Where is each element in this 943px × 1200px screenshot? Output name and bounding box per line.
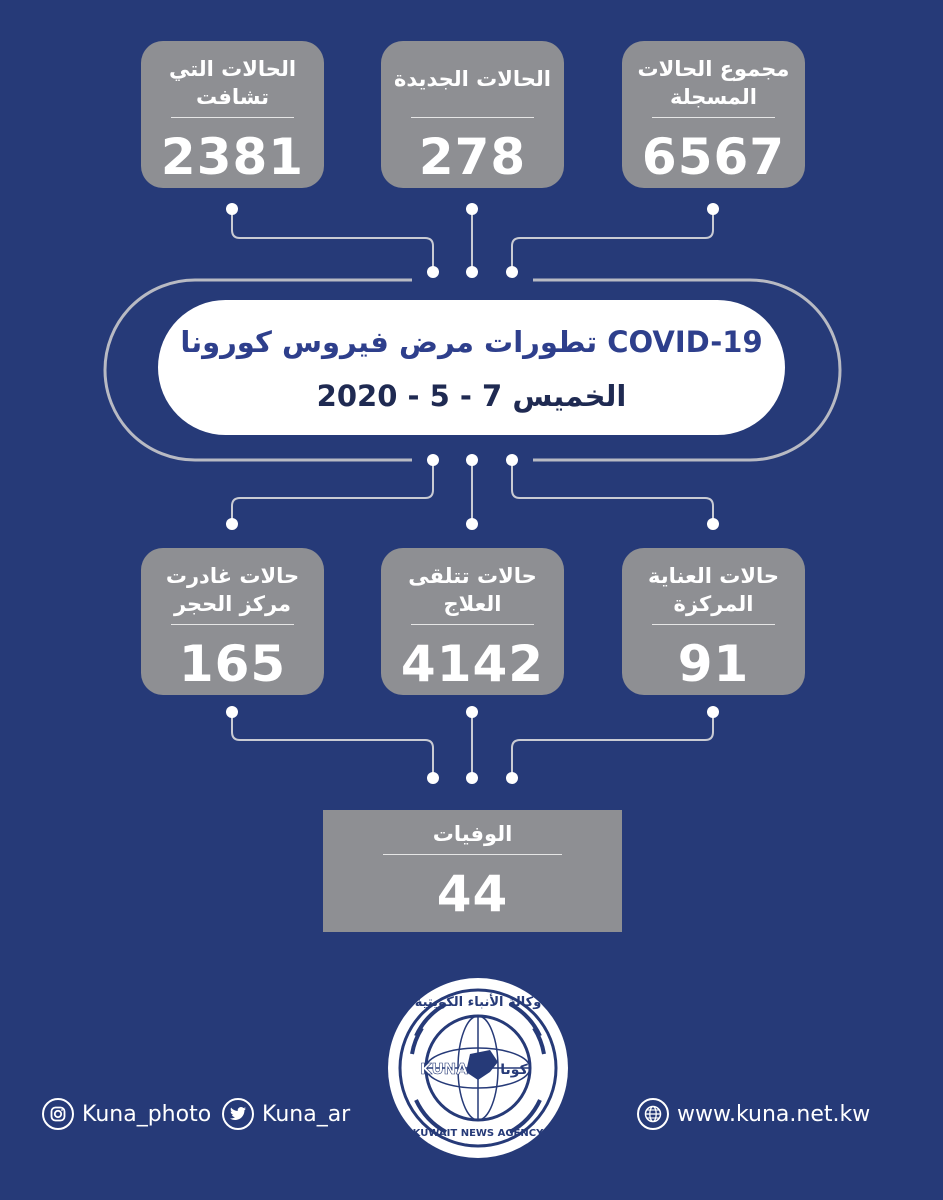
footer-twitter[interactable]: [222, 1097, 350, 1131]
stat-value: 44: [436, 865, 509, 923]
logo-agency-text: KUWAIT NEWS AGENCY: [412, 1128, 544, 1139]
stat-value: 278: [418, 128, 527, 186]
footer-website[interactable]: [637, 1097, 870, 1131]
stat-value: 165: [178, 635, 287, 693]
stat-card-icu: [622, 548, 805, 695]
kuna-logo: [386, 976, 570, 1160]
divider: [411, 624, 534, 625]
globe-icon: [637, 1098, 669, 1130]
instagram-icon: [42, 1098, 74, 1130]
website-url: www.kuna.net.kw: [677, 1101, 871, 1127]
divider: [171, 624, 294, 625]
stat-value: 91: [677, 635, 750, 693]
stat-label: الوفيات: [432, 822, 513, 846]
stat-card-under-treatment: [381, 548, 564, 695]
stat-label: الحالات التي تشافت: [168, 57, 297, 109]
footer-instagram[interactable]: [42, 1097, 211, 1131]
divider: [652, 624, 775, 625]
stat-value: 6567: [641, 128, 786, 186]
stat-card-total: [622, 41, 805, 188]
stat-label: الحالات الجديدة: [394, 67, 551, 91]
logo-kuna-text: KUNA: [420, 1060, 468, 1078]
stat-label: حالات غادرت مركز الحجر: [165, 564, 300, 616]
stat-card-recovered: [141, 41, 324, 188]
header-pill: [158, 300, 785, 435]
logo-kuna-arabic: كونا: [500, 1062, 528, 1078]
stat-value: 2381: [160, 128, 305, 186]
divider: [652, 117, 775, 118]
stat-card-deaths: [323, 810, 622, 932]
twitter-handle: Kuna_ar: [262, 1101, 351, 1127]
logo-ring-text: وكالة الأنباء الكويتية: [414, 995, 542, 1010]
divider: [383, 854, 562, 855]
stat-label: حالات العناية المركزة: [647, 564, 780, 616]
stat-label: مجموع الحالات المسجلة: [637, 57, 790, 109]
report-date: الخميس 7 - 5 - 2020: [316, 379, 627, 413]
divider: [171, 117, 294, 118]
stat-card-left-quarantine: [141, 548, 324, 695]
stat-card-new-cases: [381, 41, 564, 188]
stat-value: 4142: [400, 635, 545, 693]
instagram-handle: Kuna_photo: [82, 1101, 212, 1127]
divider: [411, 117, 534, 118]
twitter-icon: [222, 1098, 254, 1130]
stat-label: حالات تتلقى العلاج: [408, 564, 537, 616]
page-title: تطورات مرض فيروس كورونا COVID-19: [180, 325, 763, 359]
